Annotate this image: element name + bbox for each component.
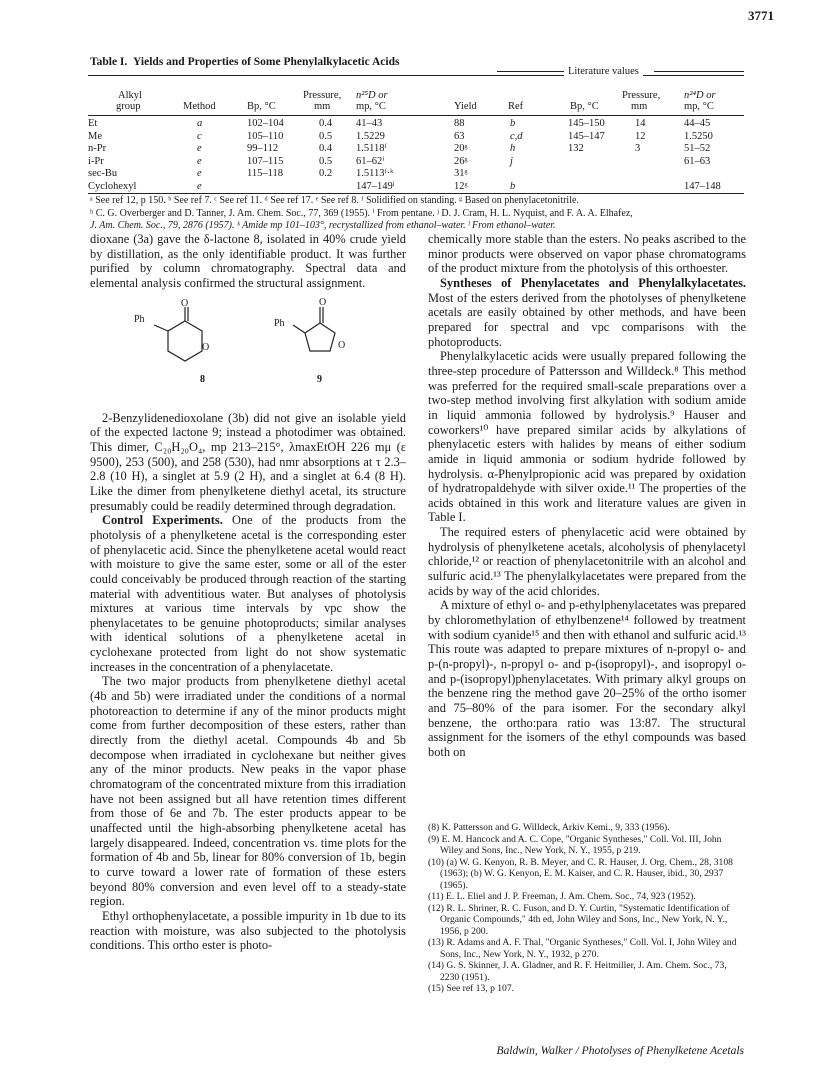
th-pressure-1: Pressure, bbox=[303, 90, 342, 101]
structure-8-label: 8 bbox=[200, 373, 205, 385]
th-nd-1: n²⁵D or bbox=[356, 90, 388, 101]
table-header-rule bbox=[88, 115, 744, 116]
running-footer: Baldwin, Walker / Photolyses of Phenylketene Acetals bbox=[496, 1045, 744, 1057]
table-cell-ref: b bbox=[510, 118, 516, 129]
paragraph-text: Most of the esters derived from the photolyses of phenylketene acetals are easily obtained by other methods, and have been prepared for spectral and vpc comparisons with the photoproducts. bbox=[428, 290, 746, 349]
lactone-8-structure-icon bbox=[140, 301, 230, 381]
table-top-rule bbox=[88, 75, 744, 76]
table-cell-lit-pressure: 14 bbox=[635, 118, 646, 129]
table-cell-method: a bbox=[197, 118, 203, 129]
carbonyl-o-label: O bbox=[181, 297, 189, 309]
paragraph bbox=[90, 513, 406, 674]
table-cell-group: i-Pr bbox=[88, 155, 104, 167]
th-lit-bp: Bp, °C bbox=[570, 101, 599, 112]
paragraph: Ethyl orthophenylacetate, a possible impurity in 1b due to its reaction with moisture, was also subjected to the photolysis conditions. This ortho ester is photo- bbox=[90, 908, 406, 953]
ring-o-label: O bbox=[338, 339, 346, 351]
th-nd-2: mp, °C bbox=[356, 101, 386, 112]
structure-figure bbox=[90, 291, 406, 411]
table-cell-lit-bp: 145–150 bbox=[568, 118, 605, 129]
table-cell-ref: h bbox=[510, 143, 516, 154]
lit-header: Literature values bbox=[564, 66, 643, 78]
table-cell-method: e bbox=[197, 155, 202, 167]
table-cell-group: Et bbox=[88, 118, 98, 129]
table-cell-pressure: 0.5 bbox=[319, 155, 333, 167]
carbonyl-o-label: O bbox=[319, 296, 327, 308]
section-heading: Syntheses of Phenylacetates and Phenylalkylacetates. bbox=[440, 275, 746, 290]
table-cell-yield: 26ᵍ bbox=[454, 155, 468, 167]
table-footnote-line: J. Am. Chem. Soc., 79, 2876 (1957). ᵏ Amide mp 101–103°, recrystallized from ethanol–water. ˡ From ethanol–water. bbox=[90, 220, 556, 231]
table-cell-pressure: 0.5 bbox=[319, 130, 333, 142]
paragraph: 2-Benzylidenedioxolane (3b) did not give an isolable yield of the expected lactone 9; instead a photodimer was obtained. This dimer, C₂₀H₂₀O₄, mp 213–215°, λmaxEtOH 226 mμ (ε 9500), 253 (500), and 258 (530), had nmr absorptions at τ 2.3–2.8 (10 H), a singlet at 5.9 (2 H), and a singlet at 6.4 (8 H). Like the dimer from phenylketene diethyl acetal, its structure presumably could be readily determined through degradation. bbox=[90, 410, 406, 513]
th-lit-nd-1: n²⁴D or bbox=[684, 90, 716, 101]
table-cell-group: Cyclohexyl bbox=[88, 180, 137, 192]
table-cell-bp: 107–115 bbox=[247, 155, 284, 167]
table-cell-bp: 102–104 bbox=[247, 118, 284, 129]
left-column bbox=[90, 232, 406, 953]
table-cell-bp: 105–110 bbox=[247, 130, 284, 142]
paragraph: A mixture of ethyl o- and p-ethylphenylacetates was prepared by chloromethylation of ethylbenzene¹⁴ followed by treatment with sodium cyanide¹⁵ and then with ethanol and sulfuric acid.¹³ This route was adapted to prepare mixtures of n-propyl o- and p-(n-propyl)-, n-propyl o- and p-(isopropyl)-, and isopropyl o- and p-(isopropyl)phenylacetates. With primary alkyl groups on the benzene ring the method gave 20–25% of the ortho isomer and 75–80% of the para isomer. For the secondary alkyl benzene, the ortho:para ratio was 13:87. The structural assignment for the isomers of the ethyl compounds was based both on bbox=[428, 598, 746, 759]
th-yield: Yield bbox=[454, 101, 477, 112]
reference-item: (12) R. L. Shriner, R. C. Fuson, and D. Y. Curtin, "Systematic Identification of Organic Compounds," 4th ed, John Wiley and Sons, Inc., New York, N. Y., 1956, p 200. bbox=[428, 902, 730, 937]
paragraph-text: One of the products from the photolysis of a phenylketene acetal is the corresponding ester of phenylacetic acid. Since the phenylketene acetal would react with moisture to give the same ester, some or all of the ester could conceivably be produced through reaction of the starting material with adventitious water. But analyses of photolysis mixtures at various time intervals by vpc show the phenylacetates to be genuine photoproducts; similar analyses with identical solutions of a phenylketene acetal in cyclohexane protected from light do not show systematic increases in the concentration of a phenylacetate. bbox=[90, 513, 406, 674]
paragraph bbox=[428, 276, 746, 349]
table-cell-yield: 88 bbox=[454, 118, 465, 129]
reference-item: (10) (a) W. G. Kenyon, R. B. Meyer, and C. R. Hauser, J. Org. Chem., 28, 3108 (1963); (b) W. G. Kenyon, E. M. Kaiser, and C. R. Hauser, ibid., 30, 2937 (1965). bbox=[428, 856, 733, 891]
table-bottom-rule bbox=[88, 193, 744, 194]
th-pressure-2: mm bbox=[314, 101, 331, 112]
table-cell-nd: 61–62ⁱ bbox=[356, 155, 385, 167]
table-cell-group: sec-Bu bbox=[88, 168, 118, 179]
table-cell-lit-nd: 61–63 bbox=[684, 155, 711, 167]
table-cell-lit-bp: 145–147 bbox=[568, 130, 605, 142]
table-cell-group: Me bbox=[88, 130, 102, 142]
table-cell-pressure: 0.4 bbox=[319, 118, 333, 129]
table-cell-ref: b bbox=[510, 180, 516, 192]
table-cell-lit-pressure: 3 bbox=[635, 143, 641, 154]
table-caption: Yields and Properties of Some Phenylalkylacetic Acids bbox=[133, 56, 400, 68]
table-cell-nd: 41–43 bbox=[356, 118, 383, 129]
ring-o-label: O bbox=[202, 341, 210, 353]
th-lit-nd-2: mp, °C bbox=[684, 101, 714, 112]
table-cell-group: n-Pr bbox=[88, 143, 107, 154]
table-cell-nd: 1.5113ᶠ·ᵏ bbox=[356, 168, 394, 179]
structure-9-label: 9 bbox=[317, 373, 322, 385]
th-lit-pressure-1: Pressure, bbox=[622, 90, 661, 101]
th-lit-pressure-2: mm bbox=[631, 101, 648, 112]
right-column bbox=[428, 232, 746, 760]
table-cell-ref: j bbox=[510, 155, 513, 167]
ph-label: Ph bbox=[134, 313, 145, 325]
table-cell-nd: 147–149ˡ bbox=[356, 180, 395, 192]
table-cell-bp: 99–112 bbox=[247, 143, 279, 154]
reference-item: (15) See ref 13, p 107. bbox=[428, 983, 515, 994]
reference-item: (14) G. S. Skinner, J. A. Gladner, and R. F. Heitmiller, J. Am. Chem. Soc., 73, 2230 (1951). bbox=[428, 960, 727, 983]
table-cell-nd: 1.5229 bbox=[356, 130, 385, 142]
table-cell-pressure: 0.4 bbox=[319, 143, 333, 154]
paragraph: The two major products from phenylketene diethyl acetal (4b and 5b) were irradiated under the conditions of a normal photoreaction to determine if any of the minor products might come from further decomposition of these esters, rather than directly from the diethyl acetal. Compounds 4b and 5b decompose when irradiated in cyclohexane but neither gives any of the minor products. New peaks in the vapor phase chromatogram of the concentrated mixture from this irradiation have not been assigned but all have retention times different from those of 6e and 7b. The ester products appear to be unaffected until the high-absorbing phenylketene acetal has largely disappeared. Indeed, concentration vs. time plots for the formation of 4b and 5b, linear for 80% conversion of 1b, begin to curve toward a lower rate of formation of these esters beyond 80% conversion and even level off to a steady-state region. bbox=[90, 674, 406, 909]
reference-item: (11) E. L. Eliel and J. P. Freeman, J. Am. Chem. Soc., 74, 923 (1952). bbox=[428, 891, 696, 902]
paragraph: Phenylalkylacetic acids were usually prepared following the three-step procedure of Pattersson and Willdeck.⁸ This method was preferred for the required small-scale preparations over a two-step method involving first alkylation with sodium amide in liquid ammonia followed by hydrolysis.⁹ Hauser and coworkers¹⁰ have prepared similar acids by alkylations of phenylacetic esters with halides by means of either sodium amide in liquid ammonia or sodium hydride followed by hydrolysis. α-Phenylpropionic acid was prepared by oxidation of hydratropaldehyde with silver oxide.¹¹ The properties of the acids obtained in this work and literature values are given in Table I. bbox=[428, 349, 746, 525]
table-cell-lit-nd: 51–52 bbox=[684, 143, 711, 154]
lactone-9-structure-icon bbox=[275, 303, 365, 373]
th-ref: Ref bbox=[508, 101, 524, 112]
th-bp: Bp, °C bbox=[247, 101, 276, 112]
table-cell-pressure: 0.2 bbox=[319, 168, 333, 179]
reference-item: (9) E. M. Hancock and A. C. Cope, "Organic Syntheses," Coll. Vol. III, John Wiley and Sons, Inc., New York, N. Y., 1955, p 219. bbox=[428, 833, 722, 856]
references bbox=[428, 822, 746, 995]
th-alkyl-1: Alkyl bbox=[118, 90, 142, 101]
table-cell-lit-nd: 1.5250 bbox=[684, 130, 713, 142]
paragraph: dioxane (3a) gave the δ-lactone 8, isolated in 40% crude yield by distillation, as the only identifiable product. It was further purified by column chromatography. Spectral data and elemental analysis confirmed the structural assignment. bbox=[90, 232, 406, 290]
section-heading: Control Experiments. bbox=[102, 513, 223, 528]
table-cell-lit-nd: 147–148 bbox=[684, 180, 721, 192]
table-title bbox=[90, 56, 399, 68]
table-cell-yield: 31ᵍ bbox=[454, 168, 468, 179]
table-cell-ref: c,d bbox=[510, 130, 523, 142]
table-cell-lit-pressure: 12 bbox=[635, 130, 646, 142]
paragraph: The required esters of phenylacetic acid were obtained by hydrolysis of phenylketene acetals, alcoholysis of phenylacetyl chloride,¹² or reaction of phenylacetonitrile with an alcohol and sulfuric acid.¹³ The phenylalkylacetates were prepared from the acids by way of the acid chlorides. bbox=[428, 525, 746, 598]
reference-item: (8) K. Pattersson and G. Willdeck, Arkiv Kemi., 9, 333 (1956). bbox=[428, 822, 670, 833]
paragraph: chemically more stable than the esters. No peaks ascribed to the minor products were observed on vapor phase chromatograms of the product mixture from the photolysis of this orthoester. bbox=[428, 232, 746, 276]
table-footnote-line: ʰ C. G. Overberger and D. Tanner, J. Am. Chem. Soc., 77, 369 (1955). ⁱ From pentane. ʲ D. J. Cram, H. L. Nyquist, and F. A. A. Elhafez, bbox=[90, 207, 633, 219]
table-cell-method: e bbox=[197, 168, 202, 179]
ph-label: Ph bbox=[274, 317, 285, 329]
page-number: 3771 bbox=[748, 8, 774, 23]
th-alkyl-2: group bbox=[116, 101, 141, 112]
table-cell-yield: 12ᵍ bbox=[454, 180, 468, 192]
table-cell-nd: 1.5118ᶠ bbox=[356, 143, 387, 154]
table-footnote-line: ᵃ See ref 12, p 150. ᵇ See ref 7. ᶜ See ref 11. ᵈ See ref 17. ᵉ See ref 8. ᶠ Solidified on standing. ᵍ Based on phenylacetonitrile. bbox=[90, 195, 579, 206]
table-cell-method: e bbox=[197, 143, 202, 154]
table-cell-bp: 115–118 bbox=[247, 168, 283, 179]
table-cell-yield: 63 bbox=[454, 130, 465, 142]
table-cell-lit-nd: 44–45 bbox=[684, 118, 711, 129]
table-cell-method: c bbox=[197, 130, 202, 142]
table-cell-lit-bp: 132 bbox=[568, 143, 584, 154]
reference-item: (13) R. Adams and A. F. Thal, "Organic Syntheses," Coll. Vol. I, John Wiley and Sons, Inc., New York, N. Y., 1932, p 270. bbox=[428, 937, 737, 960]
table-cell-method: e bbox=[197, 180, 202, 192]
table-cell-yield: 20ᵍ bbox=[454, 143, 468, 154]
table-label: Table I. bbox=[90, 56, 128, 68]
lit-rule-right bbox=[654, 71, 744, 72]
th-method: Method bbox=[183, 101, 216, 112]
table-footnotes bbox=[90, 195, 745, 233]
